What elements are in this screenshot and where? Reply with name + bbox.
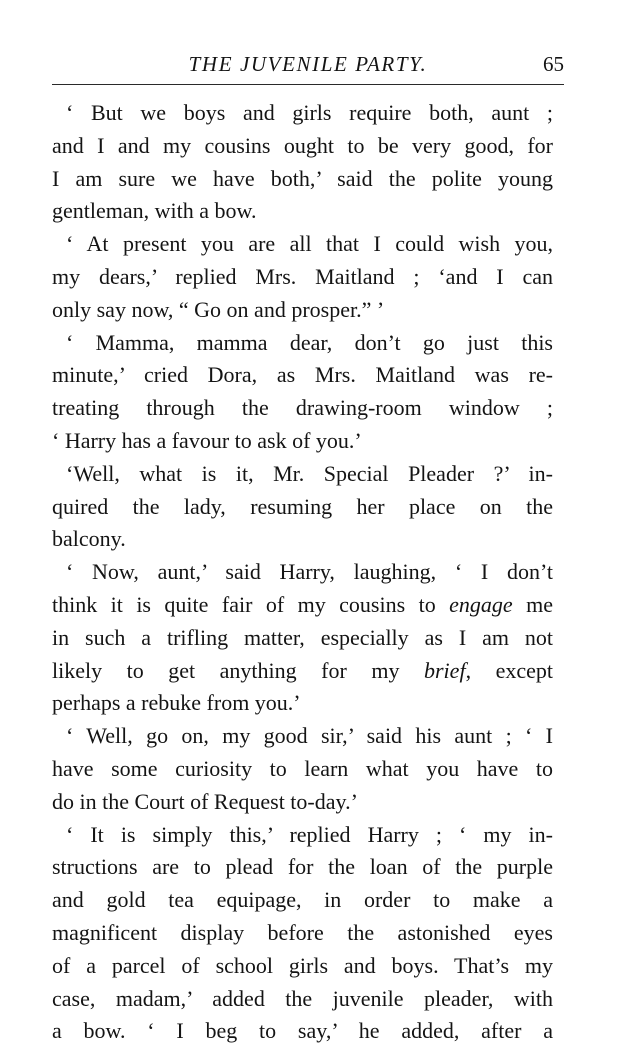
- text-line: ‘ Mamma, mamma dear, don’t go just this: [66, 329, 553, 355]
- text-line: quired the lady, resuming her place on the: [52, 493, 553, 519]
- text-line: [52, 589, 553, 622]
- text-line: do in the Court of Request to-day.’: [52, 788, 358, 814]
- text-line: only say now, “ Go on and prosper.” ’: [52, 296, 385, 322]
- body-text: [52, 97, 553, 1048]
- text-segment: me: [512, 591, 553, 617]
- text-line: structions are to plead for the loan of the purple: [52, 854, 553, 880]
- text-line: and I and my cousins ought to be very good, for: [52, 132, 553, 158]
- header-rule: [52, 84, 564, 85]
- text-line: have some curiosity to learn what you have to: [52, 755, 553, 781]
- text-line: balcony.: [52, 526, 126, 552]
- text-line: of a parcel of school girls and boys. That’s my: [52, 952, 553, 978]
- text-line: a bow. ‘ I beg to say,’ he added, after a: [52, 1018, 553, 1044]
- text-line: ‘ It is simply this,’ replied Harry ; ‘ my in-: [66, 821, 553, 847]
- text-line: in such a trifling matter, especially as I am not: [52, 624, 553, 650]
- text-line: treating through the drawing-room window ;: [52, 395, 553, 421]
- text-line: my dears,’ replied Mrs. Maitland ; ‘and I can: [52, 263, 553, 289]
- text-line: ‘ Harry has a favour to ask of you.’: [52, 427, 362, 453]
- text-line: minute,’ cried Dora, as Mrs. Maitland was re-: [52, 362, 553, 388]
- text-segment: think it is quite fair of my cousins to: [52, 591, 450, 617]
- text-line: perhaps a rebuke from you.’: [52, 690, 301, 716]
- text-line: magnificent display before the astonished eyes: [52, 919, 553, 945]
- page-number: 65: [543, 52, 564, 76]
- text-line: ‘Well, what is it, Mr. Special Pleader ?’ in-: [66, 460, 553, 486]
- text-line: ‘ Now, aunt,’ said Harry, laughing, ‘ I don’t: [66, 559, 553, 585]
- text-line: and gold tea equipage, in order to make a: [52, 887, 553, 913]
- text-segment: , except: [465, 657, 553, 683]
- text-line: [52, 655, 553, 688]
- running-title: THE JUVENILE PARTY.: [188, 52, 428, 76]
- text-line: gentleman, with a bow.: [52, 198, 257, 224]
- text-segment: likely to get anything for my: [52, 657, 424, 683]
- running-head: [52, 52, 564, 92]
- italic-word: engage: [449, 591, 513, 617]
- text-line: ‘ At present you are all that I could wish you,: [66, 231, 553, 257]
- text-line: case, madam,’ added the juvenile pleader, with: [52, 985, 553, 1011]
- italic-word: brief: [424, 657, 466, 683]
- text-line: ‘ But we boys and girls require both, aunt ;: [66, 100, 553, 125]
- text-line: I am sure we have both,’ said the polite young: [52, 165, 553, 191]
- text-line: ‘ Well, go on, my good sir,’ said his aunt ; ‘ I: [66, 723, 553, 749]
